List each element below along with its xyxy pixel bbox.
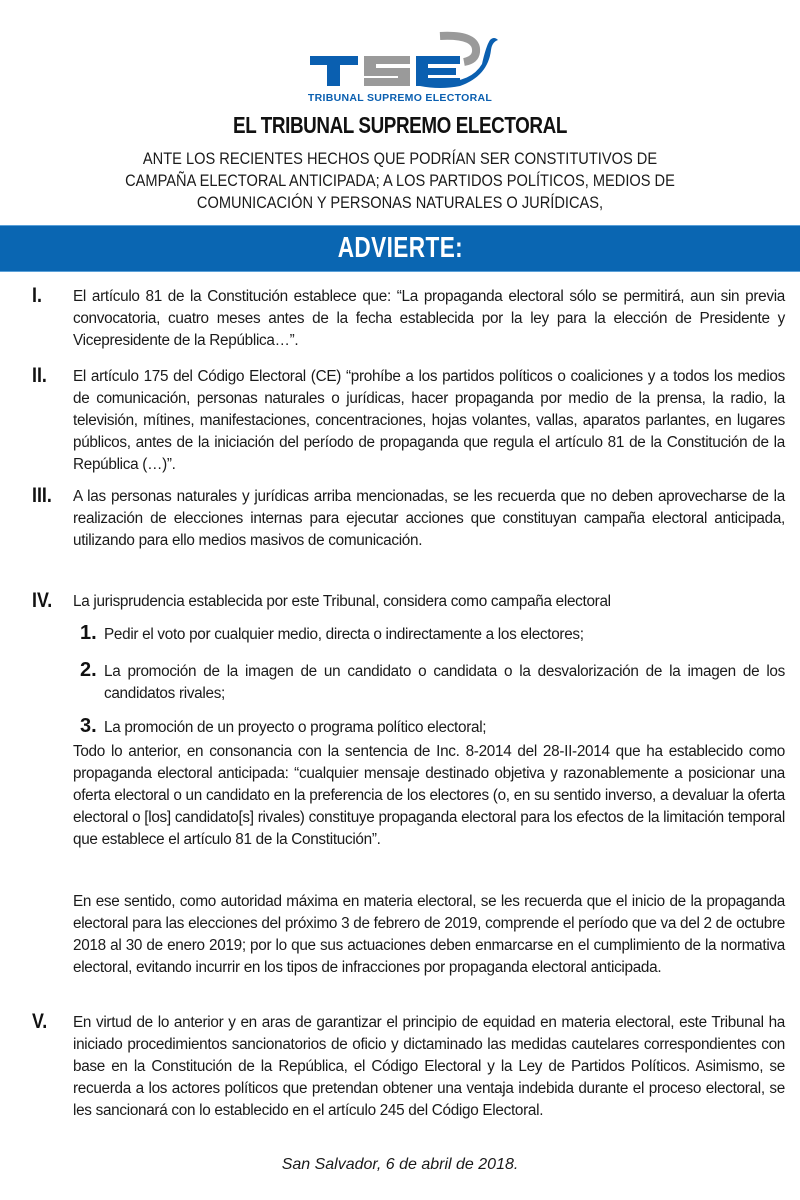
- tse-logo-icon: [300, 28, 500, 92]
- subitem-text-3: La promoción de un proyecto o programa político electoral;: [104, 719, 487, 736]
- tse-logo: [300, 28, 500, 108]
- place-date: San Salvador, 6 de abril de 2018.: [281, 1156, 519, 1173]
- page-subtitle: ANTE LOS RECIENTES HECHOS QUE PODRÍAN SER CONSTITUTIVOS DE CAMPAÑA ELECTORAL ANTICIPADA; A LOS PARTIDOS POLÍTICOS, MEDIOS DE COMUNICACIÓN Y PERSONAS NATURALES O JURÍDICAS,: [125, 149, 675, 212]
- subitem-text-1: Pedir el voto por cualquier medio, directa o indirectamente a los electores;: [104, 626, 584, 643]
- section-iv-paragraph-1: Todo lo anterior, en consonancia con la sentencia de Inc. 8-2014 del 28-II-2014 que ha establecido como propaganda electoral anticipada: “cualquier mensaje destinado objetiva y razonablemente a posicionar una oferta electoral o un candidato en la preferencia de los electores (o, en su sentido inverso, a devaluar la oferta electoral o [los] candidato[s] rivales) constituye propaganda electoral para los efectos de la limitación temporal que establece el artículo 81 de la Constitución”.: [73, 743, 785, 848]
- subitem-number-1: 1.: [80, 622, 97, 644]
- subitem-number-2: 2.: [80, 659, 97, 681]
- section-numeral-iv: IV.: [32, 589, 53, 612]
- subitem-number-3: 3.: [80, 715, 97, 737]
- section-numeral-v: V.: [32, 1010, 48, 1033]
- advierte-banner: [0, 225, 800, 272]
- section-numeral-i: I.: [32, 284, 42, 307]
- banner-label: ADVIERTE:: [337, 232, 463, 264]
- subitem-text-2: La promoción de la imagen de un candidato o candidata o la desvalorización de la imagen de los candidatos rivales;: [104, 663, 785, 702]
- logo-tagline: TRIBUNAL SUPREMO ELECTORAL: [307, 92, 493, 104]
- section-text-ii: El artículo 175 del Código Electoral (CE) “prohíbe a los partidos políticos o coaliciones y a todos los medios de comunicación, personas naturales o jurídicas, hacer propaganda por medio de la prensa, la radio, la televisión, mítines, manifestaciones, concentraciones, hojas volantes, vallas, aparatos parlantes, en lugares públicos, antes de la iniciación del período de propaganda que regula el artículo 81 de la Constitución de la República (…)”.: [73, 368, 785, 473]
- section-numeral-ii: II.: [32, 364, 47, 387]
- section-text-v: En virtud de lo anterior y en aras de garantizar el principio de equidad en materia electoral, este Tribunal ha iniciado procedimientos sancionatorios de oficio y dictaminado las medidas cautelares correspondientes con base en la Constitución de la República, el Código Electoral y la Ley de Partidos Políticos. Asimismo, se recuerda a los actores políticos que pretendan obtener una ventaja indebida durante el proceso electoral, se les sancionará con lo establecido en el artículo 245 del Código Electoral.: [73, 1014, 785, 1119]
- section-text-iii: A las personas naturales y jurídicas arriba mencionadas, se les recuerda que no deben aprovecharse de la realización de elecciones internas para ejecutar acciones que constituyan campaña electoral anticipada, utilizando para ello medios masivos de comunicación.: [73, 488, 785, 549]
- page-title: EL TRIBUNAL SUPREMO ELECTORAL: [233, 112, 567, 138]
- section-iv-paragraph-2: En ese sentido, como autoridad máxima en materia electoral, se les recuerda que el inicio de la propaganda electoral para las elecciones del próximo 3 de febrero de 2019, comprende el período que va del 2 de octubre 2018 al 30 de enero 2019; por lo que sus actuaciones deben enmarcarse en el cumplimiento de la normativa electoral, evitando incurrir en los tipos de infracciones por propaganda electoral anticipada.: [73, 893, 785, 976]
- section-numeral-iii: III.: [32, 484, 52, 507]
- section-text-i: El artículo 81 de la Constitución establece que: “La propaganda electoral sólo se permitirá, aun sin previa convocatoria, cuatro meses antes de la fecha establecida por la ley para la elección de Presidente y Vicepresidente de la República…”.: [73, 288, 785, 349]
- section-text-iv: La jurisprudencia establecida por este Tribunal, considera como campaña electoral: [73, 593, 611, 610]
